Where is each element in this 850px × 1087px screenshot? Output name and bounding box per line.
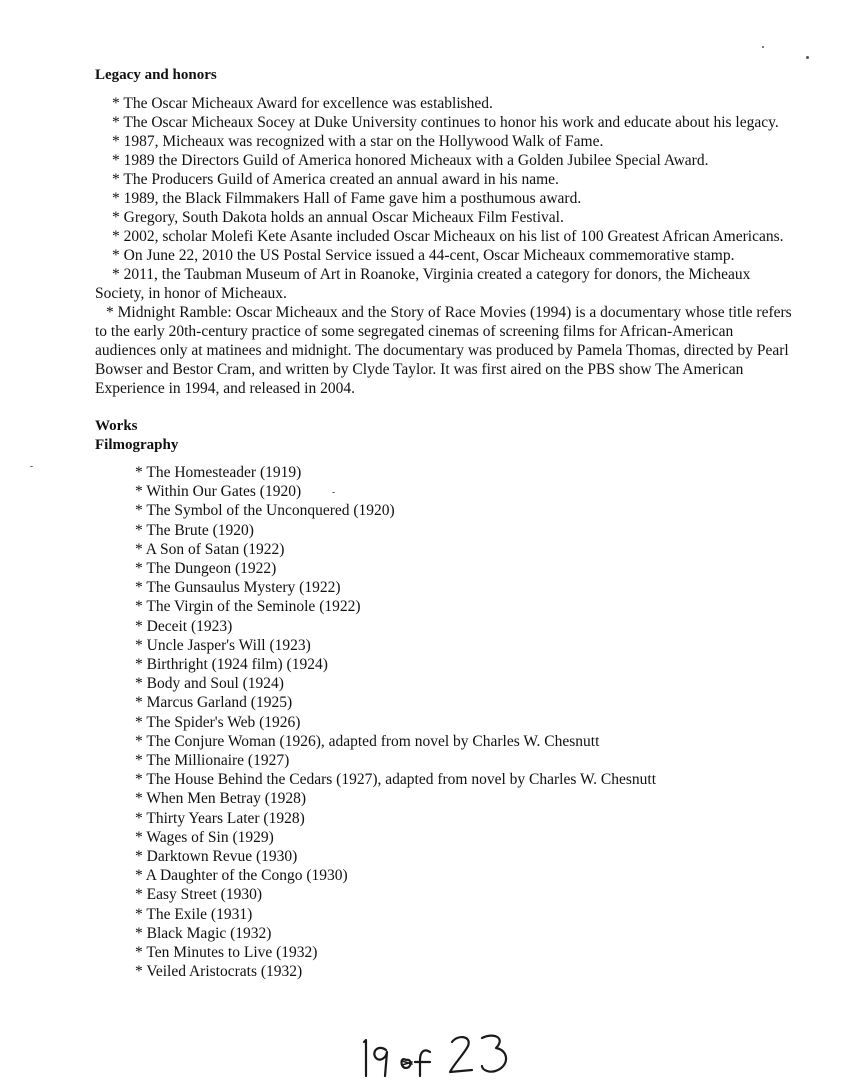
film-item: * Darktown Revue (1930)	[135, 848, 298, 866]
legacy-item: * 1989, the Black Filmmakers Hall of Fame gave him a posthumous award.	[112, 190, 582, 207]
film-item: * The Gunsaulus Mystery (1922)	[135, 579, 341, 597]
legacy-item: * The Oscar Micheaux Socey at Duke University continues to honor his work and educate about his legacy.	[112, 114, 779, 131]
film-item: * A Son of Satan (1922)	[135, 540, 285, 558]
legacy-item: * 1987, Micheaux was recognized with a star on the Hollywood Walk of Fame.	[112, 133, 604, 150]
film-item: * Deceit (1923)	[135, 617, 233, 635]
film-item: * The Conjure Woman (1926), adapted from novel by Charles W. Chesnutt	[135, 732, 600, 750]
legacy-item: * On June 22, 2010 the US Postal Service issued a 44-cent, Oscar Micheaux commemorative stamp.	[112, 247, 735, 264]
film-item: * Thirty Years Later (1928)	[135, 809, 305, 827]
film-item: * The Millionaire (1927)	[135, 752, 290, 770]
film-item: * The Virgin of the Seminole (1922)	[135, 598, 361, 616]
legacy-item: * The Producers Guild of America created an annual award in his name.	[112, 171, 559, 188]
legacy-item: * Gregory, South Dakota holds an annual Oscar Micheaux Film Festival.	[112, 209, 564, 226]
film-item: * Black Magic (1932)	[135, 924, 272, 942]
handwritten-page-number	[360, 1030, 530, 1080]
film-item: * Wages of Sin (1929)	[135, 828, 274, 846]
legacy-item: * 2002, scholar Molefi Kete Asante included Oscar Micheaux on his list of 100 Greatest African Americans.	[112, 228, 784, 245]
legacy-item: * The Oscar Micheaux Award for excellence was established.	[112, 95, 493, 112]
film-item: * Uncle Jasper's Will (1923)	[135, 636, 311, 654]
film-item: * A Daughter of the Congo (1930)	[135, 867, 348, 885]
legacy-item: * 1989 the Directors Guild of America honored Micheaux with a Golden Jubilee Special Award.	[112, 152, 709, 169]
scan-speck	[332, 492, 335, 493]
filmography-heading: Filmography	[95, 437, 179, 453]
film-item: * Birthright (1924 film) (1924)	[135, 656, 328, 674]
works-section	[95, 417, 795, 981]
legacy-item: * Midnight Ramble: Oscar Micheaux and the Story of Race Movies (1994) is a documentary whose title refers to the early 20th-century practice of some segregated cinemas of screening films for African-American audiences only at matinees and midnight. The documentary was produced by Pamela Thomas, directed by Pearl Bowser and Bestor Cram, and written by Clyde Taylor. It was first aired on the PBS show The American Experience in 1994, and released in 2004.	[95, 304, 792, 397]
film-item: * Veiled Aristocrats (1932)	[135, 963, 303, 981]
film-item: * The Dungeon (1922)	[135, 560, 277, 578]
legacy-item: * 2011, the Taubman Museum of Art in Roanoke, Virginia created a category for donors, the Micheaux Society, in honor of Micheaux.	[95, 266, 751, 302]
scan-speck	[762, 46, 764, 48]
film-item: * The Homesteader (1919)	[135, 464, 302, 481]
film-item: * Ten Minutes to Live (1932)	[135, 944, 318, 962]
legacy-list	[95, 94, 795, 398]
film-item: * The Spider's Web (1926)	[135, 713, 301, 731]
film-item: * Easy Street (1930)	[135, 886, 262, 904]
filmography-list	[95, 463, 795, 981]
scan-speck	[30, 466, 33, 467]
document-page	[95, 66, 795, 981]
works-heading: Works	[95, 418, 138, 434]
film-item: * Within Our Gates (1920)	[135, 483, 302, 501]
film-item: * When Men Betray (1928)	[135, 790, 307, 808]
film-item: * The Symbol of the Unconquered (1920)	[135, 502, 395, 520]
film-item: * Body and Soul (1924)	[135, 675, 284, 693]
handwritten-page-number-drawing	[360, 1030, 530, 1080]
film-item: * The Brute (1920)	[135, 521, 254, 539]
film-item: * The Exile (1931)	[135, 905, 253, 923]
scan-speck	[806, 56, 809, 59]
film-item: * The House Behind the Cedars (1927), adapted from novel by Charles W. Chesnutt	[135, 771, 657, 789]
legacy-heading: Legacy and honors	[95, 67, 217, 83]
film-item: * Marcus Garland (1925)	[135, 694, 293, 712]
